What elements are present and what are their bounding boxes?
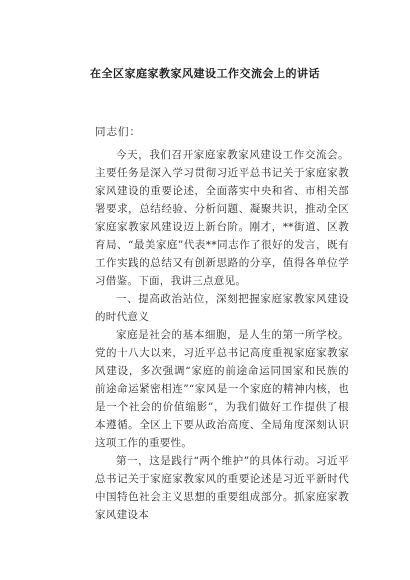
paragraph-opening: 今天，我们召开家庭家教家风建设工作交流会。主要任务是深入学习贯彻习近平总书记关于家庭家教家风建设的重要论述，全面落实中央和省、市相关部署要求，总结经验、分析问题、凝聚共识，推动全区家庭家教家风建设迈上新台阶。刚才，**街道、区教育局、“最美家庭”代表**同志作了很好的发言，既有工作实践的总结又有创新思路的分享，值得各单位学习借鉴。下面，我讲三点意见。 xyxy=(95,149,349,287)
paragraph-first-point: 第一，这是践行“两个维护”的具体行动。习近平总书记关于家庭家教家风的重要论述是习近平新时代中国特色社会主义思想的重要组成部分。抓家庭家教家风建设本 xyxy=(95,455,349,521)
document-body xyxy=(95,146,349,524)
document-title: 在全区家庭家教家风建设工作交流会上的讲话 xyxy=(90,67,320,80)
section-heading-1: 一、提高政治站位，深刻把握家庭家教家风建设的时代意义 xyxy=(95,293,349,323)
paragraph-family-basis: 家庭是社会的基本细胞，是人生的第一所学校。党的十八大以来，习近平总书记高度重视家庭家教家风建设，多次强调“家庭的前途命运同国家和民族的前途命运紧密相连”“家风是一个家庭的精神内核，也是一个社会的价值缩影”，为我们做好工作提供了根本遵循。全区上下要从政治高度、全局角度深刻认识这项工作的重要性。 xyxy=(95,329,349,449)
salutation: 同志们： xyxy=(95,126,141,138)
